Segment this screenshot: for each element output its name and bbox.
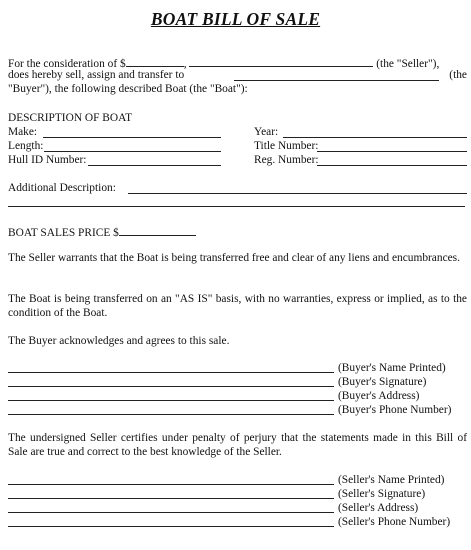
buyer-signature-row xyxy=(8,376,467,389)
as-is-paragraph: The Boat is being transferred on an "AS IS" basis, with no warranties, express or implied, as to the condition of the Boat. xyxy=(8,293,467,319)
additional-description-label: Additional Description: xyxy=(8,182,116,194)
consideration-amount-field[interactable] xyxy=(126,55,184,67)
additional-description-line-2[interactable] xyxy=(8,206,465,207)
sales-price-row xyxy=(8,224,467,238)
seller-name-printed-line[interactable] xyxy=(8,484,334,485)
reg-number-field[interactable] xyxy=(317,154,467,166)
description-row-length xyxy=(8,140,467,154)
hull-id-label: Hull ID Number: xyxy=(8,154,87,166)
title-number-label: Title Number: xyxy=(254,140,319,152)
seller-signature-label: (Seller's Signature) xyxy=(338,488,426,500)
document-title: BOAT BILL OF SALE xyxy=(150,9,321,29)
sales-price-field[interactable] xyxy=(119,224,196,236)
seller-address-line[interactable] xyxy=(8,512,334,513)
year-field[interactable] xyxy=(283,126,467,138)
acknowledge-paragraph: The Buyer acknowledges and agrees to this sale. xyxy=(8,335,230,347)
hull-id-field[interactable] xyxy=(88,154,221,166)
certification-paragraph: The undersigned Seller certifies under penalty of perjury that the statements made in this Bill of Sale are true and correct to the best knowledge of the Seller. xyxy=(8,432,467,458)
buyer-name-printed-line[interactable] xyxy=(8,372,334,373)
buyer-phone-line[interactable] xyxy=(8,414,334,415)
seller-address-label: (Seller's Address) xyxy=(338,502,419,514)
buyer-phone-row xyxy=(8,404,467,417)
buyer-signature-line[interactable] xyxy=(8,386,334,387)
year-label: Year: xyxy=(254,126,279,138)
intro-the-label: (the xyxy=(449,69,467,81)
intro-line-1 xyxy=(8,55,467,69)
seller-name-field[interactable] xyxy=(189,55,373,67)
sales-price-label: BOAT SALES PRICE $ xyxy=(8,227,119,239)
buyer-signature-label: (Buyer's Signature) xyxy=(338,376,427,388)
reg-number-label: Reg. Number: xyxy=(254,154,319,166)
length-label: Length: xyxy=(8,140,44,152)
seller-signature-line[interactable] xyxy=(8,498,334,499)
description-heading: DESCRIPTION OF BOAT xyxy=(8,112,133,124)
buyer-address-line[interactable] xyxy=(8,400,334,401)
intro-line-2 xyxy=(8,69,467,83)
make-field[interactable] xyxy=(43,126,221,138)
seller-phone-row xyxy=(8,516,467,529)
seller-name-printed-row xyxy=(8,474,467,487)
buyer-name-printed-label: (Buyer's Name Printed) xyxy=(338,362,446,374)
intro-seller-label: (the "Seller"), xyxy=(373,58,440,70)
intro-consideration-label: For the consideration of $ xyxy=(8,58,126,70)
description-row-hull xyxy=(8,154,467,168)
make-label: Make: xyxy=(8,126,38,138)
buyer-name-field[interactable] xyxy=(234,69,439,81)
seller-name-printed-label: (Seller's Name Printed) xyxy=(338,474,445,486)
additional-description-field[interactable] xyxy=(128,182,467,194)
intro-comma: , xyxy=(183,58,190,70)
buyer-address-label: (Buyer's Address) xyxy=(338,390,420,402)
buyer-address-row xyxy=(8,390,467,403)
intro-line-3: "Buyer"), the following described Boat (the "Boat"): xyxy=(8,83,248,95)
buyer-name-printed-row xyxy=(8,362,467,375)
buyer-phone-label: (Buyer's Phone Number) xyxy=(338,404,452,416)
intro-transfer-label: does hereby sell, assign and transfer to xyxy=(8,69,185,81)
description-row-make xyxy=(8,126,467,140)
seller-phone-line[interactable] xyxy=(8,526,334,527)
additional-description-row xyxy=(8,182,467,196)
seller-address-row xyxy=(8,502,467,515)
title-number-field[interactable] xyxy=(317,140,467,152)
seller-phone-label: (Seller's Phone Number) xyxy=(338,516,451,528)
length-field[interactable] xyxy=(44,140,221,152)
warranty-paragraph: The Seller warrants that the Boat is being transferred free and clear of any liens and encumbrances. xyxy=(8,252,460,264)
seller-signature-row xyxy=(8,488,467,501)
